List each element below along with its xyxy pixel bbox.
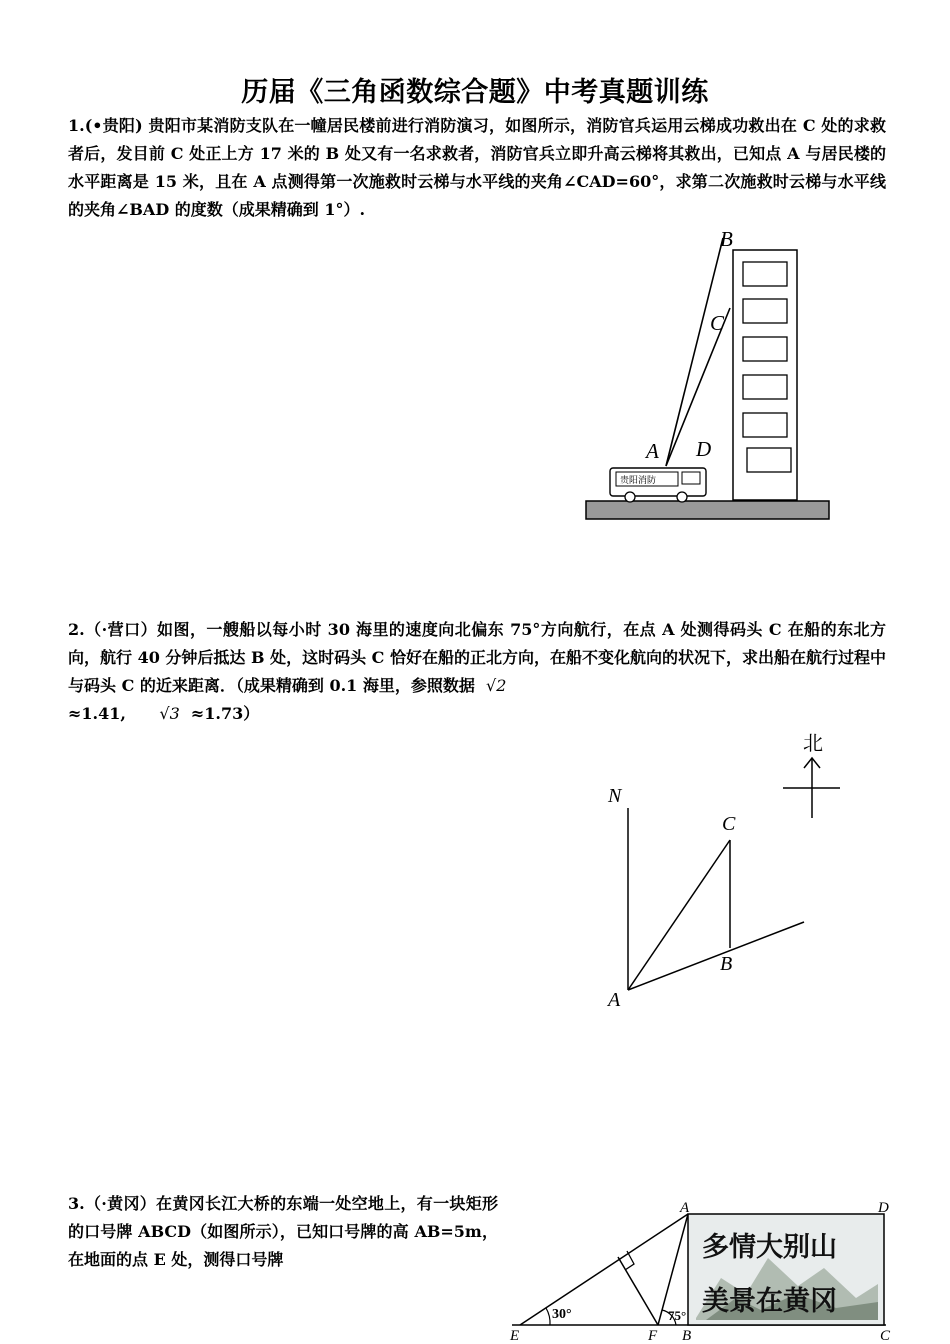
figure-1-fire-ladder	[560, 222, 850, 532]
page-title: 历届《三角函数综合题》中考真题训练	[241, 77, 709, 108]
label-C: C	[880, 1328, 891, 1344]
label-F: F	[648, 1328, 658, 1344]
angle-30: 30°	[552, 1307, 572, 1322]
angle-75: 75°	[668, 1308, 687, 1323]
label-A: A	[646, 439, 659, 463]
ground	[586, 501, 829, 519]
figure-2-ship-route	[590, 728, 860, 1018]
sqrt2-value: ≈1.41,	[68, 704, 126, 723]
segment-F-perp	[618, 1257, 658, 1325]
question-3-text: 3.（·黄冈）在黄冈长江大桥的东端一处空地上，有一块矩形的口号牌 ABCD（如图所示），已知口号牌的高 AB=5m，在地面的点 E 处，测得口号牌	[68, 1194, 498, 1269]
question-1-text: 1.(•贵阳) 贵阳市某消防支队在一幢居民楼前进行消防演习，如图所示，消防官兵运用云梯成功救出在 C 处的求救者后，发目前 C 处正上方 17 米的 B 处又有一名求救者，消防官兵立即升高云梯将其救出，已知点 A 与居民楼的水平距离是 15 米，且在 A 点测得第一次施救时云梯与水平线的夹角∠CAD=60°，求第二次施救时云梯与水平线的夹角∠BAD 的度数（成果精确到 1°）.	[68, 116, 886, 219]
question-2-body: 2.（·营口）如图，一艘船以每小时 30 海里的速度向北偏东 75°方向航行，在点 A 处测得码头 C 在船的东北方向，航行 40 分钟后抵达 B 处，这时码头 C 恰好在船的正北方向，在船不变化航向的状况下，求出船在航行过程中与码头 C 的近来距离．（成果精确到 0.1 海里，参照数据	[68, 620, 886, 695]
label-E: E	[510, 1328, 520, 1344]
label-D: D	[878, 1200, 889, 1216]
compass-icon	[783, 758, 840, 818]
label-A: A	[608, 989, 621, 1011]
label-N: N	[608, 785, 622, 807]
compass-label: 北	[803, 733, 823, 755]
question-2-text	[68, 616, 886, 728]
sqrt2-symbol: √2	[486, 676, 507, 695]
truck-label: 贵阳消防	[620, 475, 657, 485]
sqrt3-value: ≈1.73）	[190, 704, 260, 723]
segment-AC	[628, 840, 733, 990]
sign-line-2: 美景在黄冈	[702, 1286, 837, 1317]
label-A: A	[680, 1200, 690, 1216]
label-C: C	[722, 813, 736, 835]
ladder-AB	[666, 238, 723, 466]
route-AB	[628, 922, 804, 990]
label-D: D	[696, 437, 712, 461]
sign-line-1: 多情大别山	[702, 1232, 837, 1263]
label-B: B	[720, 953, 733, 975]
label-B: B	[720, 227, 733, 251]
label-B: B	[682, 1328, 692, 1344]
sqrt3-symbol: √3	[159, 704, 180, 723]
figure-3-billboard	[506, 1198, 906, 1344]
label-C: C	[710, 311, 725, 335]
